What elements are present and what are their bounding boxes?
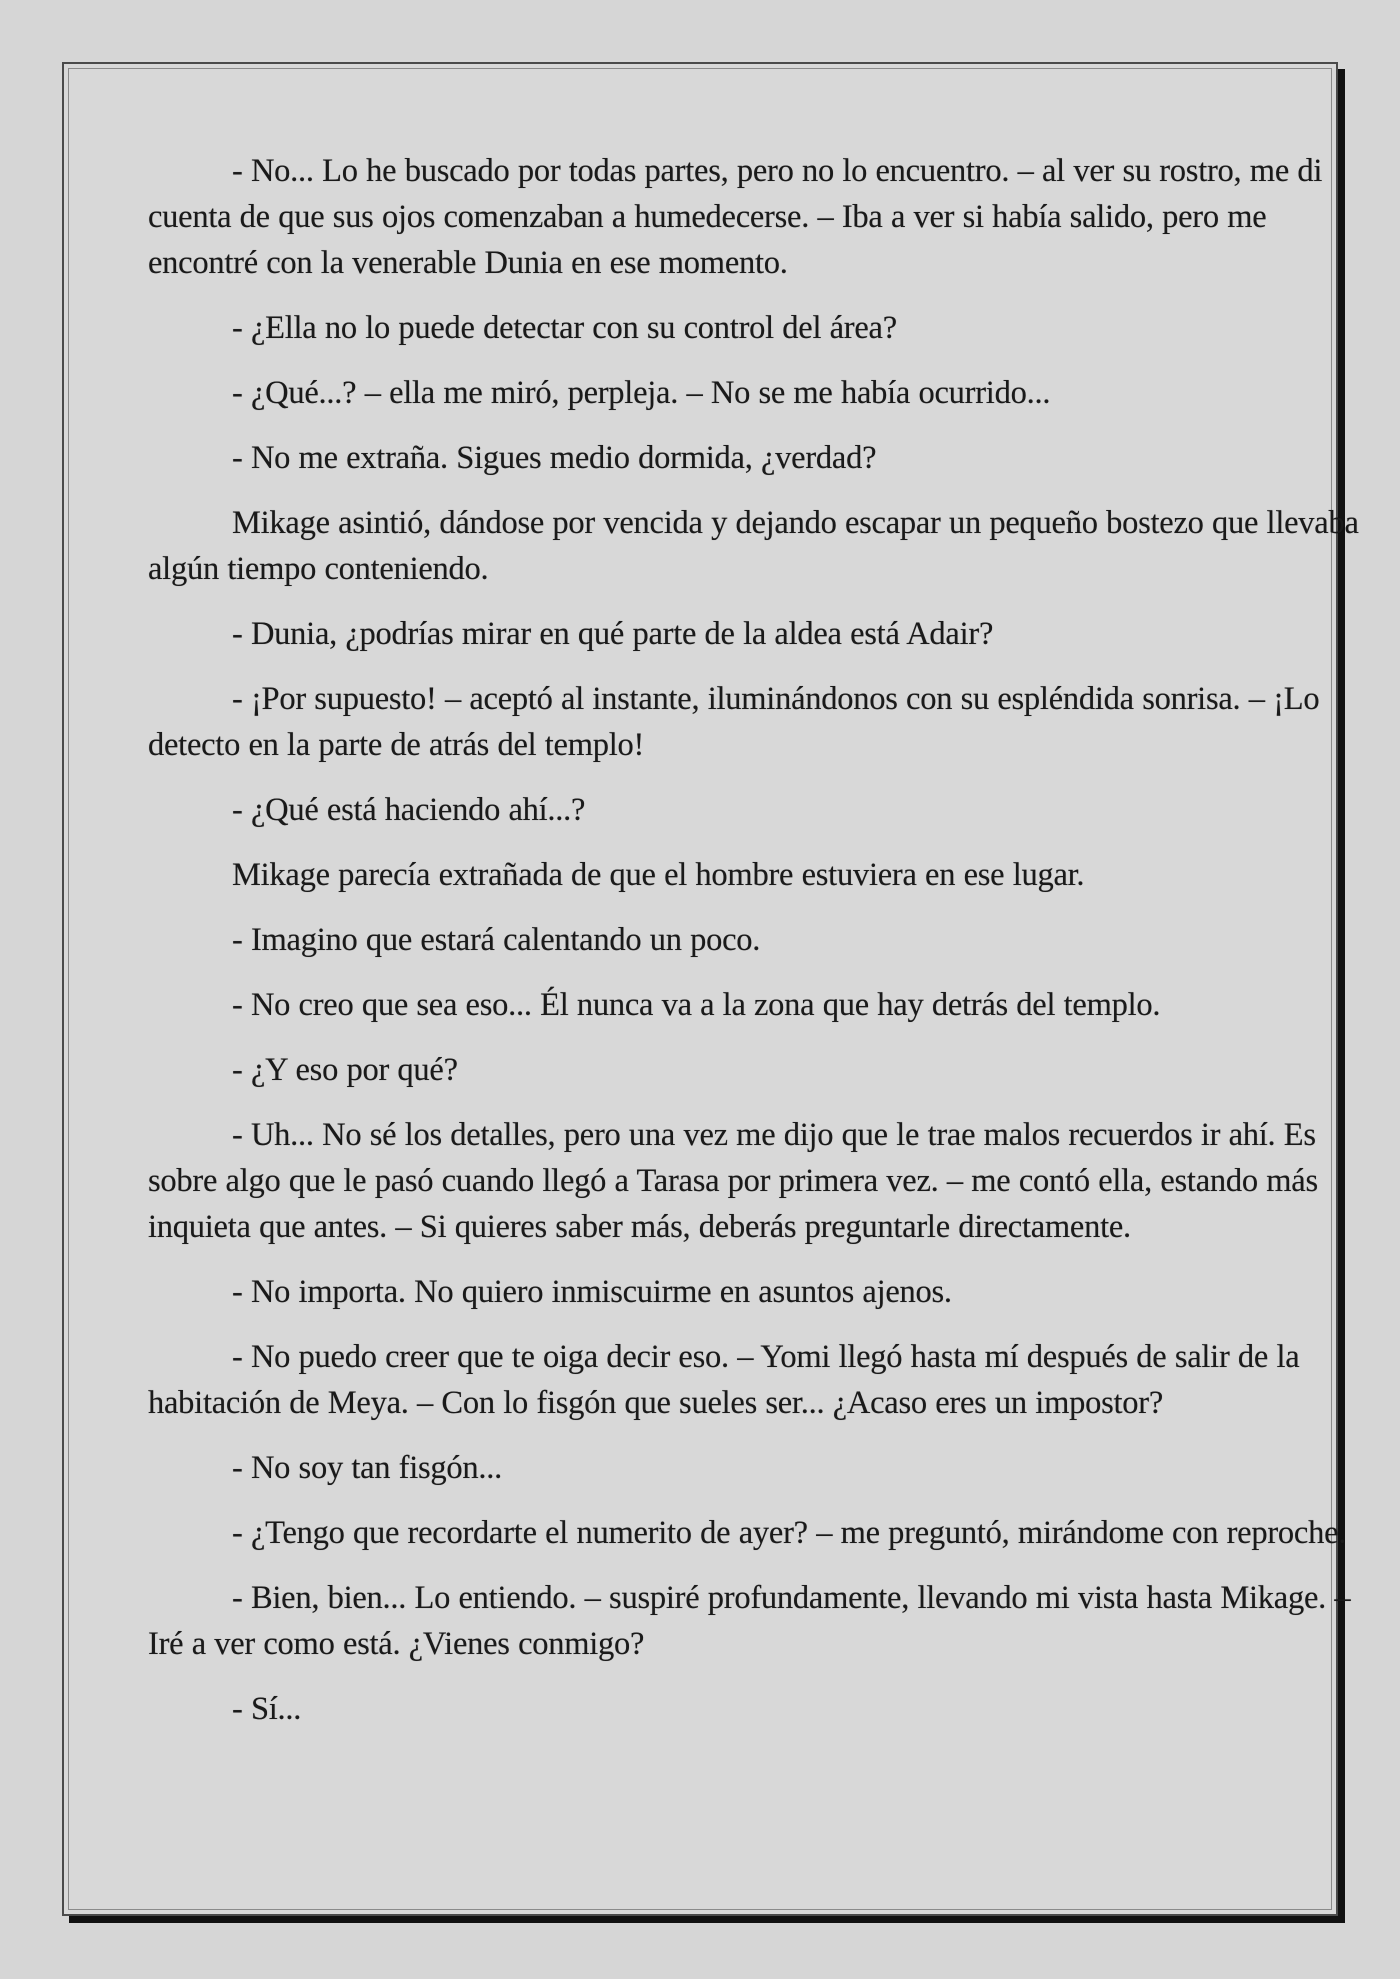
paragraph: - ¿Ella no lo puede detectar con su control del área?: [232, 310, 897, 346]
paragraph: - ¿Y eso por qué?: [232, 1052, 458, 1088]
paragraph: - No soy tan fisgón...: [232, 1450, 503, 1486]
text-body: [148, 148, 1380, 1751]
paragraph: - No creo que sea eso... Él nunca va a la zona que hay detrás del templo.: [232, 987, 1161, 1023]
paragraph: - ¿Qué está haciendo ahí...?: [232, 792, 586, 828]
paragraph: - No importa. No quiero inmiscuirme en asuntos ajenos.: [232, 1274, 952, 1310]
paragraph: - Uh... No sé los detalles, pero una vez me dijo que le trae malos recuerdos ir ahí. Es sobre algo que le pasó cuando llegó a Tarasa por primera vez. – me contó ella, estando más inquieta que antes. – Si quieres saber más, deberás preguntarle directamente.: [148, 1117, 1318, 1245]
paragraph: - Sí...: [232, 1691, 302, 1727]
paragraph: - No me extraña. Sigues medio dormida, ¿verdad?: [232, 440, 877, 476]
paragraph: - ¿Tengo que recordarte el numerito de ayer? – me preguntó, mirándome con reproche.: [232, 1515, 1347, 1551]
paragraph: - No puedo creer que te oiga decir eso. – Yomi llegó hasta mí después de salir de la habitación de Meya. – Con lo fisgón que sueles ser... ¿Acaso eres un impostor?: [148, 1339, 1300, 1421]
paragraph: - Dunia, ¿podrías mirar en qué parte de la aldea está Adair?: [232, 616, 994, 652]
page-frame: [62, 62, 1359, 1916]
paragraph: - No... Lo he buscado por todas partes, pero no lo encuentro. – al ver su rostro, me di cuenta de que sus ojos comenzaban a humedecerse. – Iba a ver si había salido, pero me encontré con la venerable Dunia en ese momento.: [148, 153, 1323, 281]
paragraph: Mikage asintió, dándose por vencida y dejando escapar un pequeño bostezo que llevaba algún tiempo conteniendo.: [148, 505, 1359, 587]
paragraph: - ¿Qué...? – ella me miró, perpleja. – No se me había ocurrido...: [232, 375, 1051, 411]
paragraph: - Bien, bien... Lo entiendo. – suspiré profundamente, llevando mi vista hasta Mikage. – Iré a ver como está. ¿Vienes conmigo?: [148, 1580, 1351, 1662]
paragraph: - Imagino que estará calentando un poco.: [232, 922, 761, 958]
paragraph: Mikage parecía extrañada de que el hombre estuviera en ese lugar.: [232, 857, 1085, 893]
paragraph: - ¡Por supuesto! – aceptó al instante, iluminándonos con su espléndida sonrisa. – ¡Lo detecto en la parte de atrás del templo!: [148, 681, 1320, 763]
